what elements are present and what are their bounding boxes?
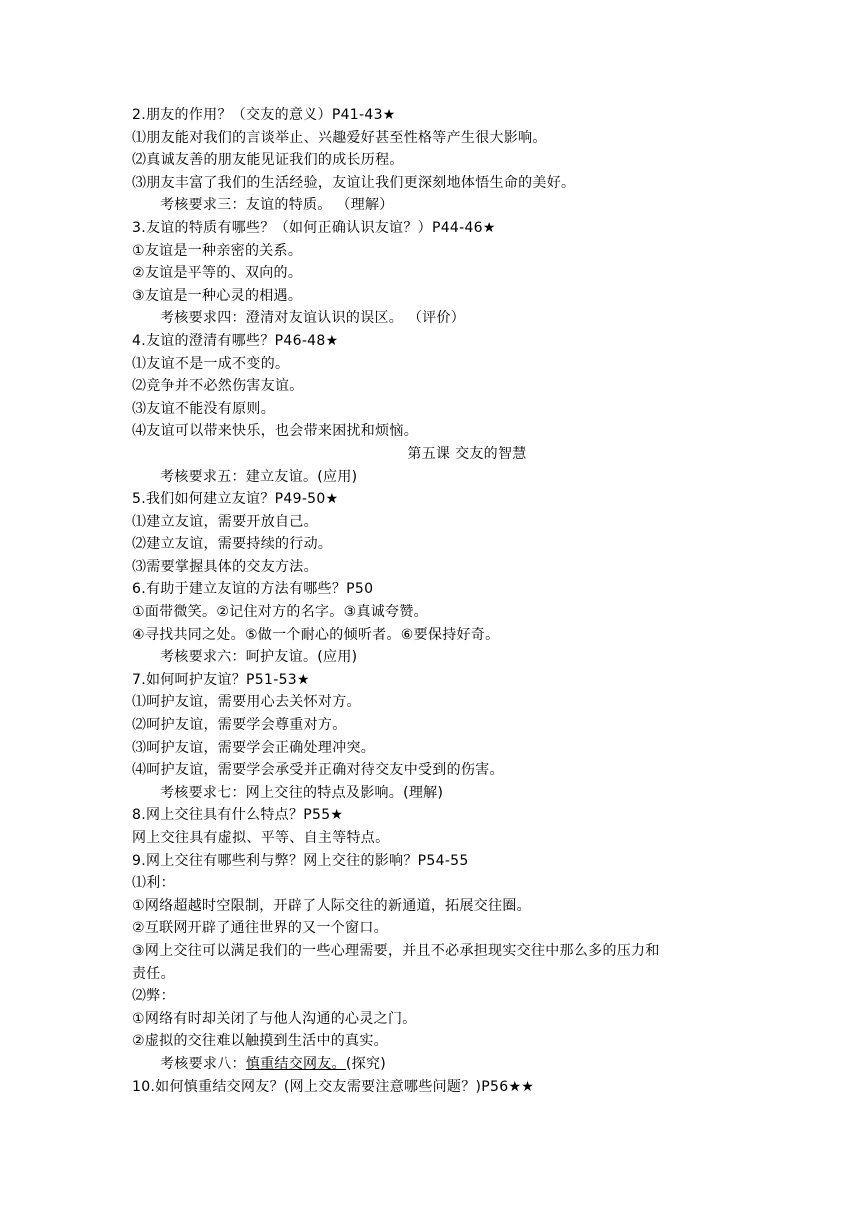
lesson-title: 第五课 交友的智慧 bbox=[407, 445, 527, 462]
answer-item: ②互联网开辟了通往世界的又一个窗口。 bbox=[132, 920, 388, 937]
assessment-requirement: 考核要求六：呵护友谊。(应用) bbox=[160, 649, 358, 666]
answer-item: ①网络超越时空限制，开辟了人际交往的新通道，拓展交往圈。 bbox=[132, 897, 531, 914]
answer-item: ③友谊是一种心灵的相遇。 bbox=[132, 287, 303, 304]
question-heading: 5.我们如何建立友谊？P49-50★ bbox=[132, 491, 339, 508]
sub-heading: ⑵弊： bbox=[132, 988, 175, 1005]
answer-item: ②友谊是平等的、双向的。 bbox=[132, 265, 303, 282]
assessment-requirement: 考核要求五：建立友谊。(应用) bbox=[160, 468, 358, 485]
assessment-requirement: 考核要求七：网上交往的特点及影响。(理解) bbox=[160, 784, 444, 801]
question-heading: 9.网上交往有哪些利与弊？网上交往的影响？P54-55 bbox=[132, 852, 469, 869]
answer-item: ②虚拟的交往难以触摸到生活中的真实。 bbox=[132, 1033, 388, 1050]
answer-item: ⑴友谊不是一成不变的。 bbox=[132, 355, 290, 372]
answer-item: ④寻找共同之处。⑤做一个耐心的倾听者。⑥要保持好奇。 bbox=[132, 626, 500, 643]
question-heading: 10.如何慎重结交网友？(网上交友需要注意哪些问题？)P56★★ bbox=[132, 1078, 535, 1095]
answer-item: ⑴朋友能对我们的言谈举止、兴趣爱好甚至性格等产生很大影响。 bbox=[132, 129, 547, 146]
answer-item: ①面带微笑。②记住对方的名字。③真诚夸赞。 bbox=[132, 604, 428, 621]
answer-item: ⑵建立友谊，需要持续的行动。 bbox=[132, 536, 333, 553]
answer-item-continuation: 责任。 bbox=[132, 965, 175, 982]
requirement-level: (探究) bbox=[345, 1055, 387, 1072]
document-body bbox=[132, 104, 742, 1098]
requirement-label: 考核要求八： bbox=[160, 1055, 246, 1072]
answer-item: ⑶呵护友谊，需要学会正确处理冲突。 bbox=[132, 739, 376, 756]
answer-item: ⑶需要掌握具体的交友方法。 bbox=[132, 558, 318, 575]
sub-heading: ⑴利： bbox=[132, 875, 175, 892]
answer-item: ①网络有时却关闭了与他人沟通的心灵之门。 bbox=[132, 1010, 417, 1027]
answer-item: ⑷友谊可以带来快乐，也会带来困扰和烦恼。 bbox=[132, 423, 418, 440]
question-heading: 7.如何呵护友谊？P51-53★ bbox=[132, 671, 310, 688]
answer-item: ③网上交往可以满足我们的一些心理需要，并且不必承担现实交往中那么多的压力和 bbox=[132, 942, 660, 959]
assessment-requirement: 考核要求四：澄清对友谊认识的误区。 （评价） bbox=[160, 310, 466, 327]
requirement-underlined-text: 慎重结交网友。 bbox=[245, 1055, 346, 1072]
answer-item: ⑶友谊不能没有原则。 bbox=[132, 400, 275, 417]
question-heading: 6.有助于建立友谊的方法有哪些？P50 bbox=[132, 581, 374, 598]
answer-item: ①友谊是一种亲密的关系。 bbox=[132, 242, 303, 259]
answer-item: ⑵真诚友善的朋友能见证我们的成长历程。 bbox=[132, 152, 404, 169]
question-heading: 2.朋友的作用？（交友的意义）P41-43★ bbox=[132, 107, 396, 123]
question-heading: 8.网上交往具有什么特点？P55★ bbox=[132, 807, 344, 824]
answer-item: ⑷呵护友谊，需要学会承受并正确对待交友中受到的伤害。 bbox=[132, 762, 504, 779]
answer-item: ⑵竞争并不必然伤害友谊。 bbox=[132, 378, 304, 395]
answer-item: ⑵呵护友谊，需要学会尊重对方。 bbox=[132, 717, 347, 734]
assessment-requirement: 考核要求三：友谊的特质。 （理解） bbox=[160, 197, 394, 214]
answer-item: ⑴呵护友谊，需要用心去关怀对方。 bbox=[132, 694, 361, 711]
question-heading: 4.友谊的澄清有哪些？P46-48★ bbox=[132, 332, 339, 349]
question-heading: 3.友谊的特质有哪些？（如何正确认识友谊？）P44-46★ bbox=[132, 219, 496, 236]
assessment-requirement bbox=[132, 1053, 742, 1076]
answer-item: 网上交往具有虚拟、平等、自主等特点。 bbox=[132, 830, 390, 846]
answer-item: ⑴建立友谊，需要开放自己。 bbox=[132, 513, 318, 530]
answer-item: ⑶朋友丰富了我们的生活经验，友谊让我们更深刻地体悟生命的美好。 bbox=[132, 174, 576, 191]
